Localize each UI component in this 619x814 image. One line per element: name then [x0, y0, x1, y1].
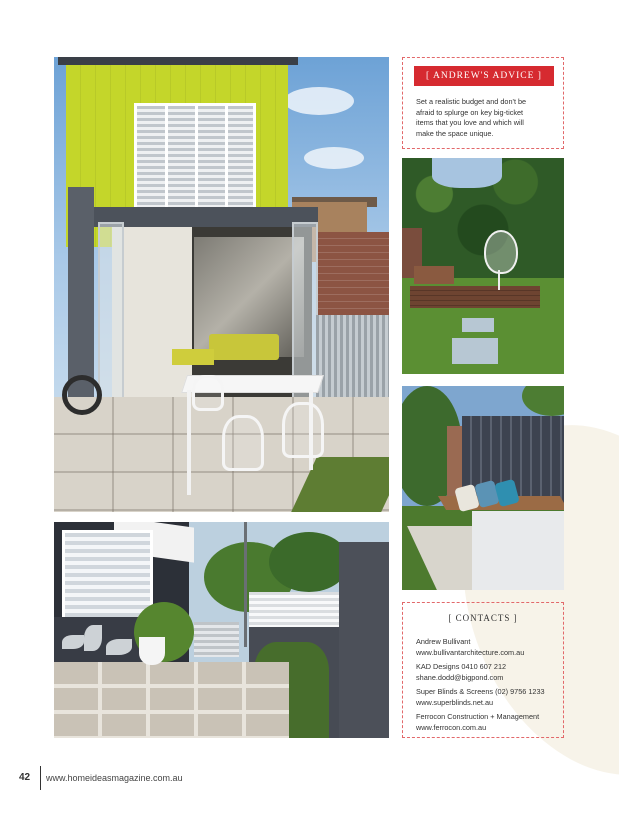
- fence-bench-photo: [402, 386, 564, 590]
- side-yard-photo: [54, 522, 389, 738]
- advice-line: items that you love and which will: [416, 118, 524, 127]
- advice-box: [402, 57, 564, 149]
- contact-entry: [416, 662, 561, 683]
- contact-entry: [416, 687, 561, 708]
- contact-name: Andrew Bullivant: [416, 637, 471, 646]
- advice-text: [416, 97, 554, 139]
- advice-line: Set a realistic budget and don't be: [416, 97, 527, 106]
- contact-detail[interactable]: www.bullivantarchitecture.com.au: [416, 647, 525, 657]
- advice-heading: [ ANDREW'S ADVICE ]: [414, 66, 554, 86]
- contact-name: Ferrocon Construction + Management: [416, 712, 540, 721]
- advice-line: make the space unique.: [416, 128, 494, 138]
- footer-url[interactable]: www.homeideasmagazine.com.au: [46, 773, 183, 783]
- contact-entry: [416, 637, 561, 658]
- contact-detail[interactable]: www.superblinds.net.au: [416, 697, 494, 707]
- contact-detail[interactable]: www.ferrocon.com.au: [416, 722, 487, 732]
- contact-entry: [416, 712, 561, 733]
- house-exterior-photo: [54, 57, 389, 512]
- contact-name: KAD Designs 0410 607 212: [416, 662, 507, 671]
- contact-detail[interactable]: shane.dodd@bigpond.com: [416, 672, 504, 682]
- advice-line: afraid to splurge on key big-ticket: [416, 107, 524, 117]
- page-number: 42: [19, 772, 31, 783]
- backyard-garden-photo: [402, 158, 564, 374]
- contacts-heading: [ CONTACTS ]: [448, 613, 518, 623]
- contact-name: Super Blinds & Screens (02) 9756 1233: [416, 687, 545, 696]
- footer-divider: [40, 766, 41, 790]
- contacts-box: [402, 602, 564, 738]
